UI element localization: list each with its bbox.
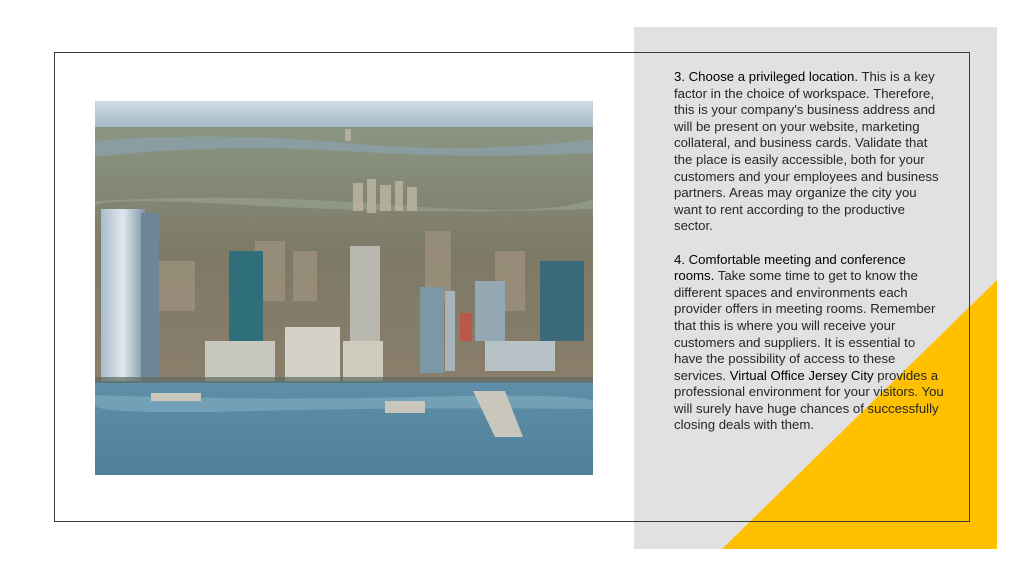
meeting-rooms-body-1: Take some time to get to know the different spaces and environments each provider offers in meeting rooms. Remember that this is where you will receive your customers and suppliers. It is essential to have the possibility of access to these services.: [674, 268, 936, 383]
city-photo-illustration: [95, 101, 593, 475]
meeting-rooms-heading: 4. Comfortable meeting and conference rooms.: [674, 251, 906, 284]
slide-text-block: [674, 69, 946, 434]
paragraph-location: [674, 69, 946, 235]
paragraph-meeting-rooms: [674, 252, 946, 435]
virtual-office-highlight: Virtual Office Jersey City: [729, 367, 874, 383]
aerial-city-skyline-photo: [95, 101, 593, 475]
location-body: This is a key factor in the choice of workspace. Therefore, this is your company's business address and will be present on your website, marketing collateral, and business cards. Validate that the place is easily accessible, both for your customers and your employees and business partners. Areas may organize the city you want to rent according to the productive sector.: [674, 69, 939, 234]
meeting-rooms-body-2: provides a professional environment for your visitors. You will surely have huge chances of successfully closing deals with them.: [674, 367, 944, 433]
location-heading: 3. Choose a privileged location.: [674, 69, 859, 84]
